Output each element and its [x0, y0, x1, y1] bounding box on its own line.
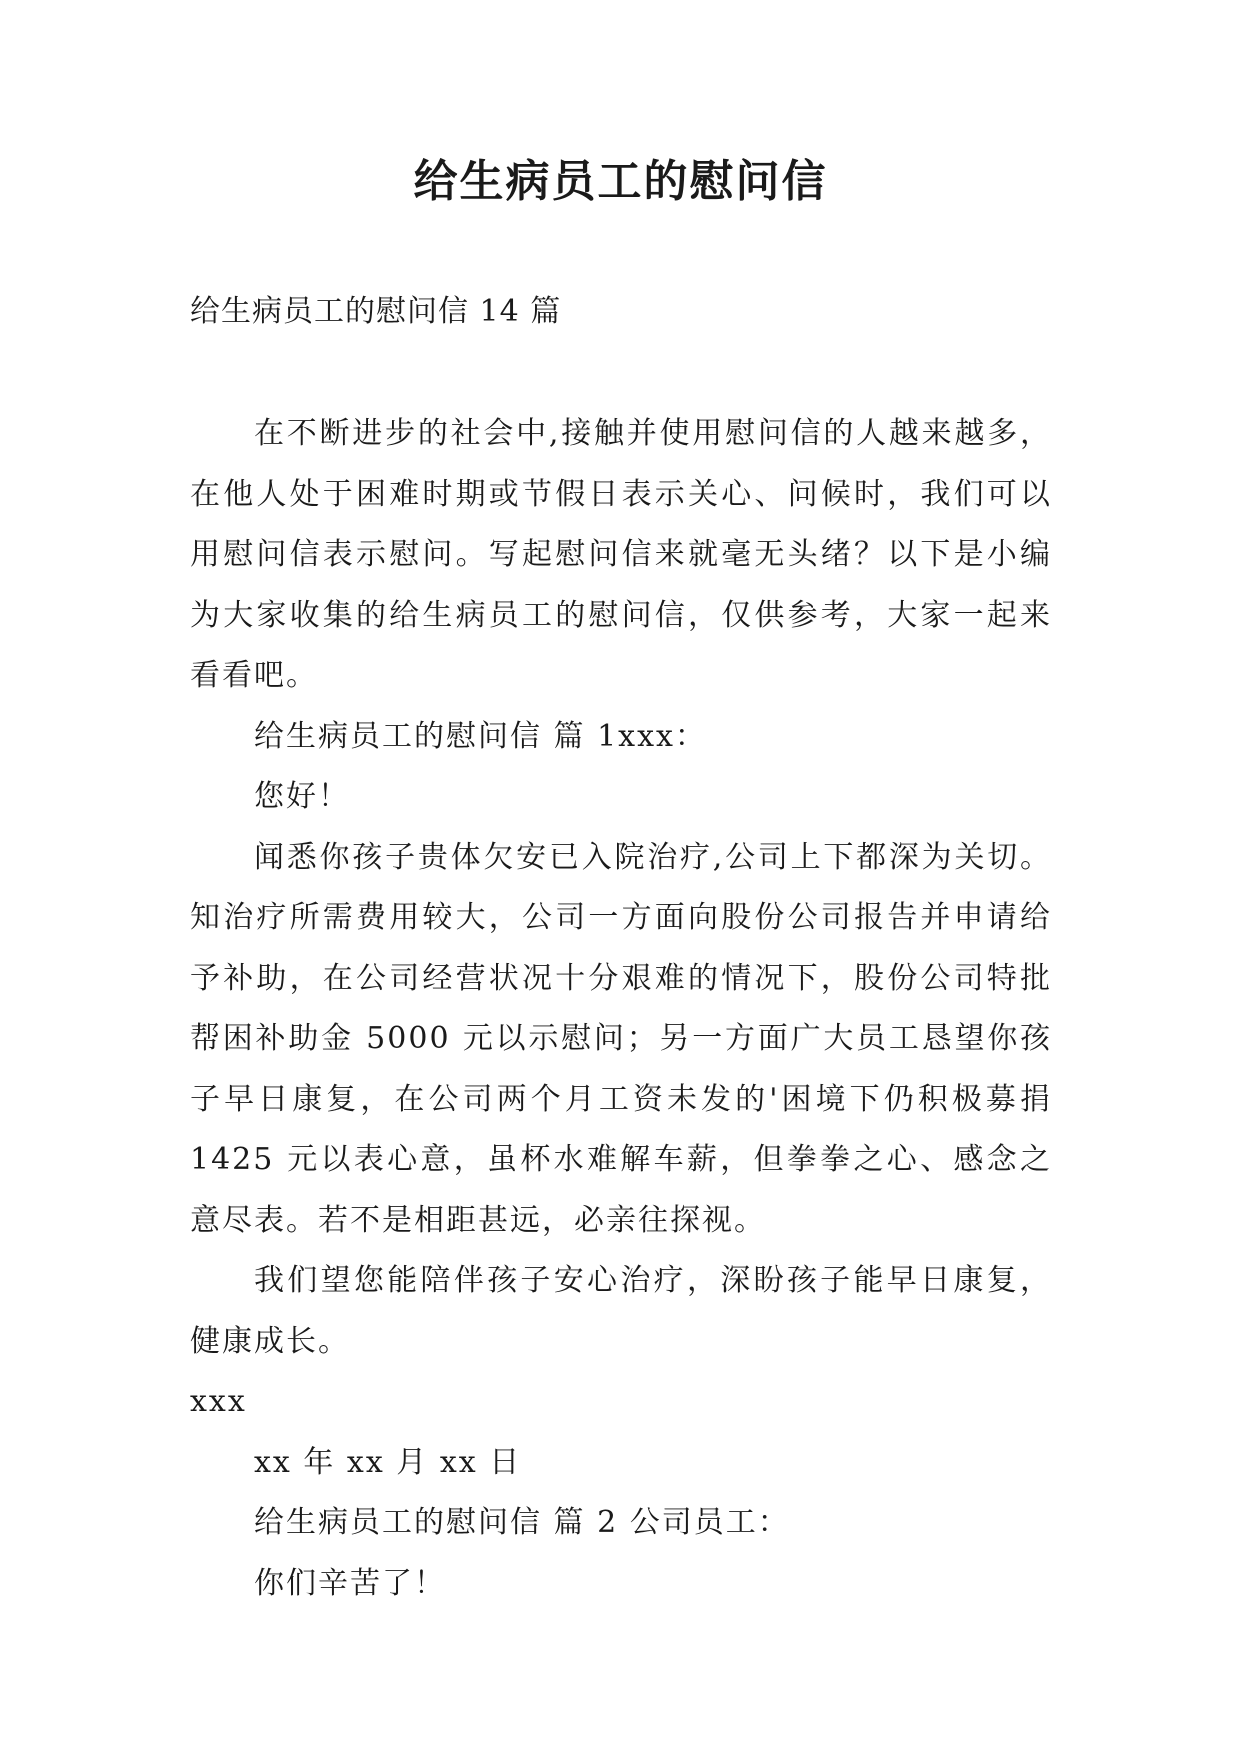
document-body [190, 404, 1052, 1614]
letter-1-date: xx 年 xx 月 xx 日 [254, 1444, 522, 1480]
letter-1-greeting: 您好！ [254, 779, 350, 814]
letter-1-heading: 给生病员工的慰问信 篇 1xxx： [254, 718, 707, 754]
letter-2-greeting: 你们辛苦了！ [254, 1565, 446, 1601]
letter-1-body: 闻悉你孩子贵体欠安已入院治疗,公司上下都深为关切。知治疗所需费用较大，公司一方面向股份公司报告并申请给予补助，在公司经营状况十分艰难的情况下，股份公司特批帮困补助金 5000 元以示慰问；另一方面广大员工恳望你孩子早日康复，在公司两个月工资未发的'困境下仍积极募捐 1425 元以表心意，虽杯水难解车薪，但拳拳之心、感念之意尽表。若不是相距甚远，必亲往探视。 [190, 839, 1052, 1238]
letter-1-closing: 我们望您能陪伴孩子安心治疗，深盼孩子能早日康复，健康成长。 [190, 1263, 1052, 1359]
document-title: 给生病员工的慰问信 [413, 156, 828, 207]
document-subtitle: 给生病员工的慰问信 14 篇 [190, 294, 562, 329]
letter-2-heading: 给生病员工的慰问信 篇 2 公司员工： [254, 1505, 790, 1540]
letter-1-signature: xxx [190, 1384, 247, 1419]
intro-paragraph: 在不断进步的社会中,接触并使用慰问信的人越来越多，在他人处于困难时期或节假日表示关心、问候时，我们可以用慰问信表示慰问。写起慰问信来就毫无头绪？以下是小编为大家收集的给生病员工的慰问信，仅供参考，大家一起来看看吧。 [190, 416, 1052, 693]
